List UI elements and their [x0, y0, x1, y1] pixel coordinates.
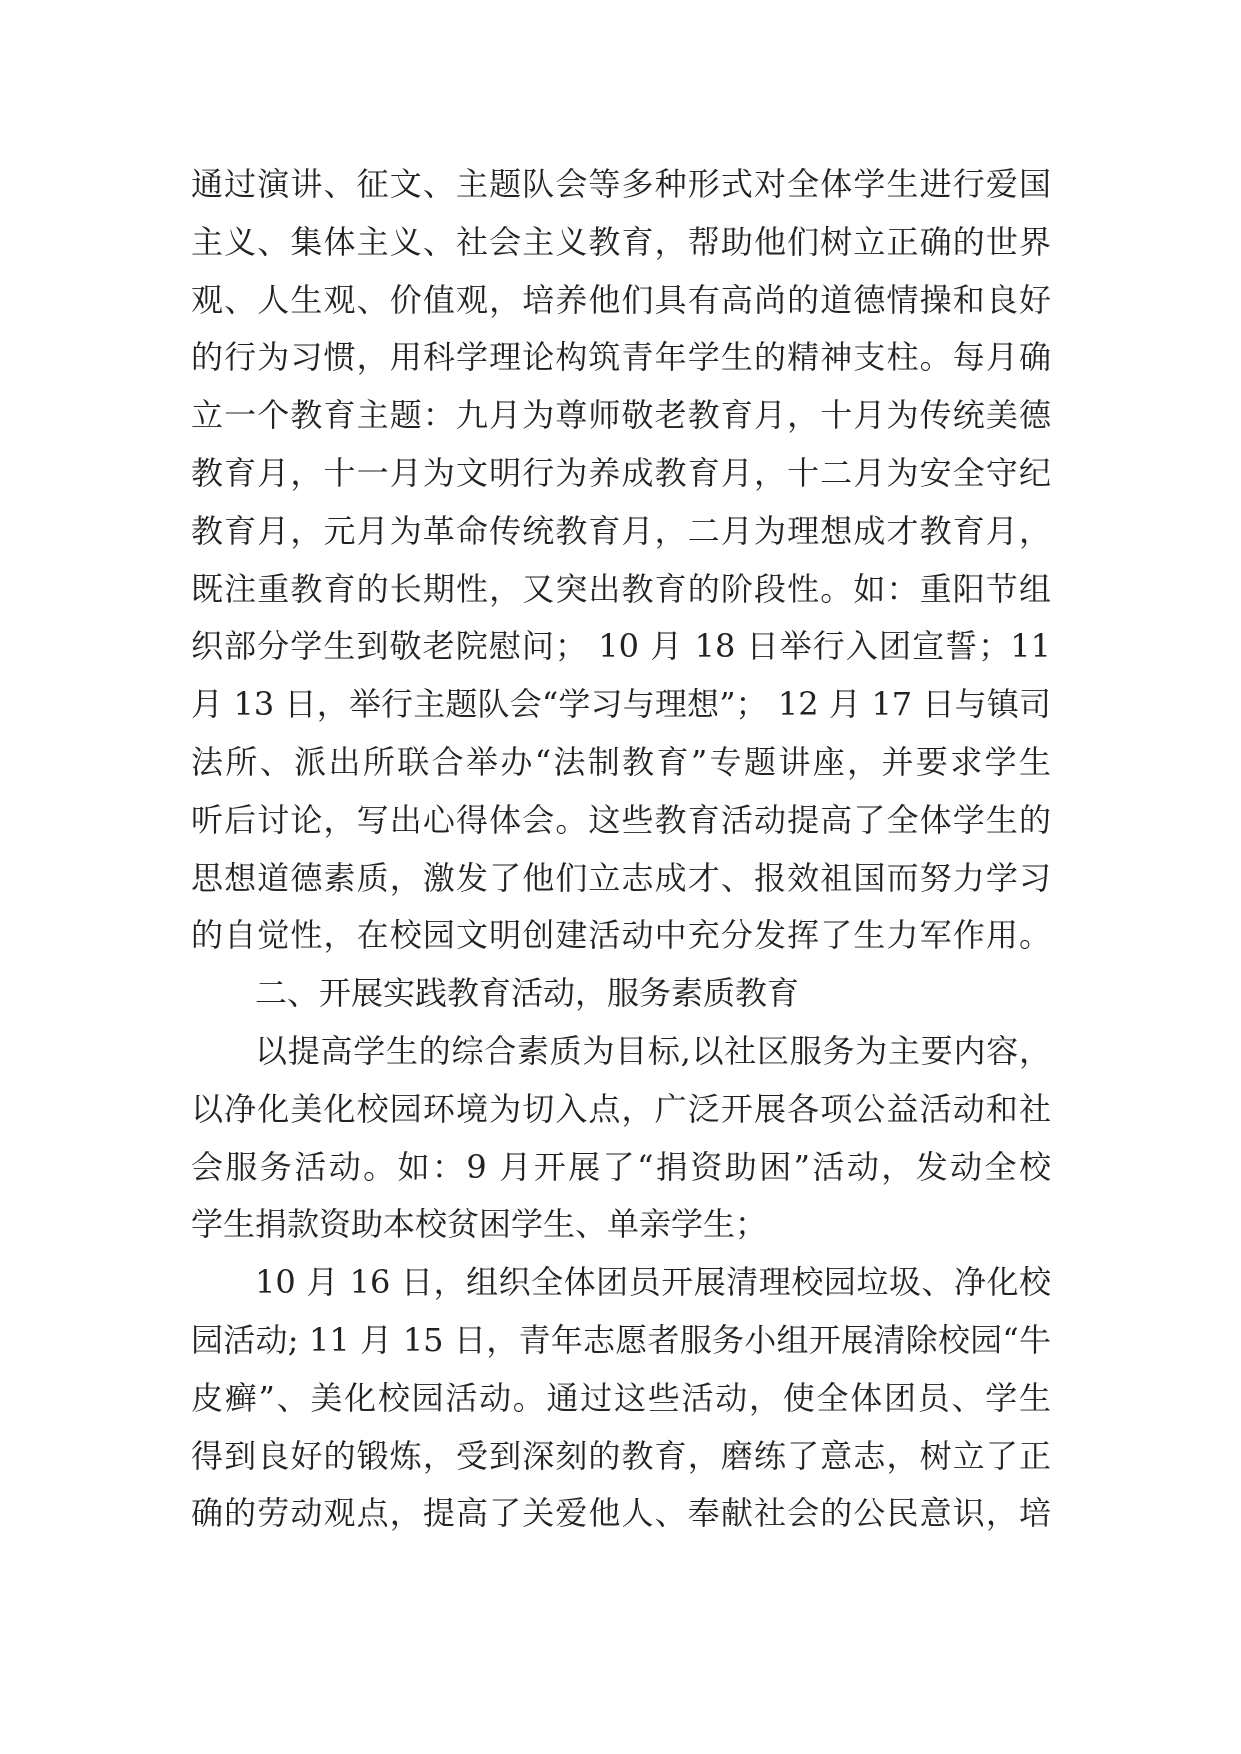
text-line: 得到良好的锻炼，受到深刻的教育，磨练了意志，树立了正: [191, 1436, 1051, 1475]
text-line: 通过演讲、征文、主题队会等多种形式对全体学生进行爱国: [191, 165, 1051, 203]
text-line: 织部分学生到敬老院慰问； 10 月 18 日举行入团宣誓；11: [191, 627, 1051, 666]
text-line: 思想道德素质，激发了他们立志成才、报效祖国而努力学习: [191, 858, 1051, 897]
text-line: 主义、集体主义、社会主义教育，帮助他们树立正确的世界: [191, 222, 1051, 261]
text-line: 听后讨论，写出心得体会。这些教育活动提高了全体学生的: [191, 800, 1051, 839]
text-line: 月 13 日，举行主题队会“学习与理想”； 12 月 17 日与镇司: [191, 685, 1051, 724]
text-line: 皮癣”、美化校园活动。通过这些活动，使全体团员、学生: [191, 1378, 1051, 1417]
text-line: 园活动; 11 月 15 日，青年志愿者服务小组开展清除校园“牛: [191, 1320, 1051, 1359]
text-line: 会服务活动。如：9 月开展了“捐资助困”活动，发动全校: [191, 1147, 1051, 1186]
text-line: 以净化美化校园环境为切入点，广泛开展各项公益活动和社: [191, 1089, 1051, 1128]
text-line: 教育月，十一月为文明行为养成教育月，十二月为安全守纪: [191, 453, 1051, 492]
text-line: 学生捐款资助本校贫困学生、单亲学生；: [191, 1205, 768, 1244]
text-line: 的自觉性，在校园文明创建活动中充分发挥了生力军作用。: [191, 916, 1051, 955]
section-heading: 二、开展实践教育活动，服务素质教育: [255, 974, 800, 1013]
text-line: 10 月 16 日，组织全体团员开展清理校园垃圾、净化校: [255, 1263, 1051, 1302]
text-line: 立一个教育主题：九月为尊师敬老教育月，十月为传统美德: [191, 396, 1051, 435]
text-line: 的行为习惯，用科学理论构筑青年学生的精神支柱。每月确: [191, 338, 1051, 377]
text-line: 以提高学生的综合素质为目标,以社区服务为主要内容，: [255, 1031, 1051, 1070]
text-line: 观、人生观、价值观，培养他们具有高尚的道德情操和良好: [191, 280, 1051, 319]
text-line: 教育月，元月为革命传统教育月，二月为理想成才教育月，: [191, 511, 1051, 550]
body-text: [191, 156, 1051, 1543]
text-line: 确的劳动观点，提高了关爱他人、奉献社会的公民意识，培: [191, 1494, 1051, 1533]
text-line: 法所、派出所联合举办“法制教育”专题讲座，并要求学生: [191, 742, 1051, 781]
text-line: 既注重教育的长期性，又突出教育的阶段性。如：重阳节组: [191, 569, 1051, 608]
